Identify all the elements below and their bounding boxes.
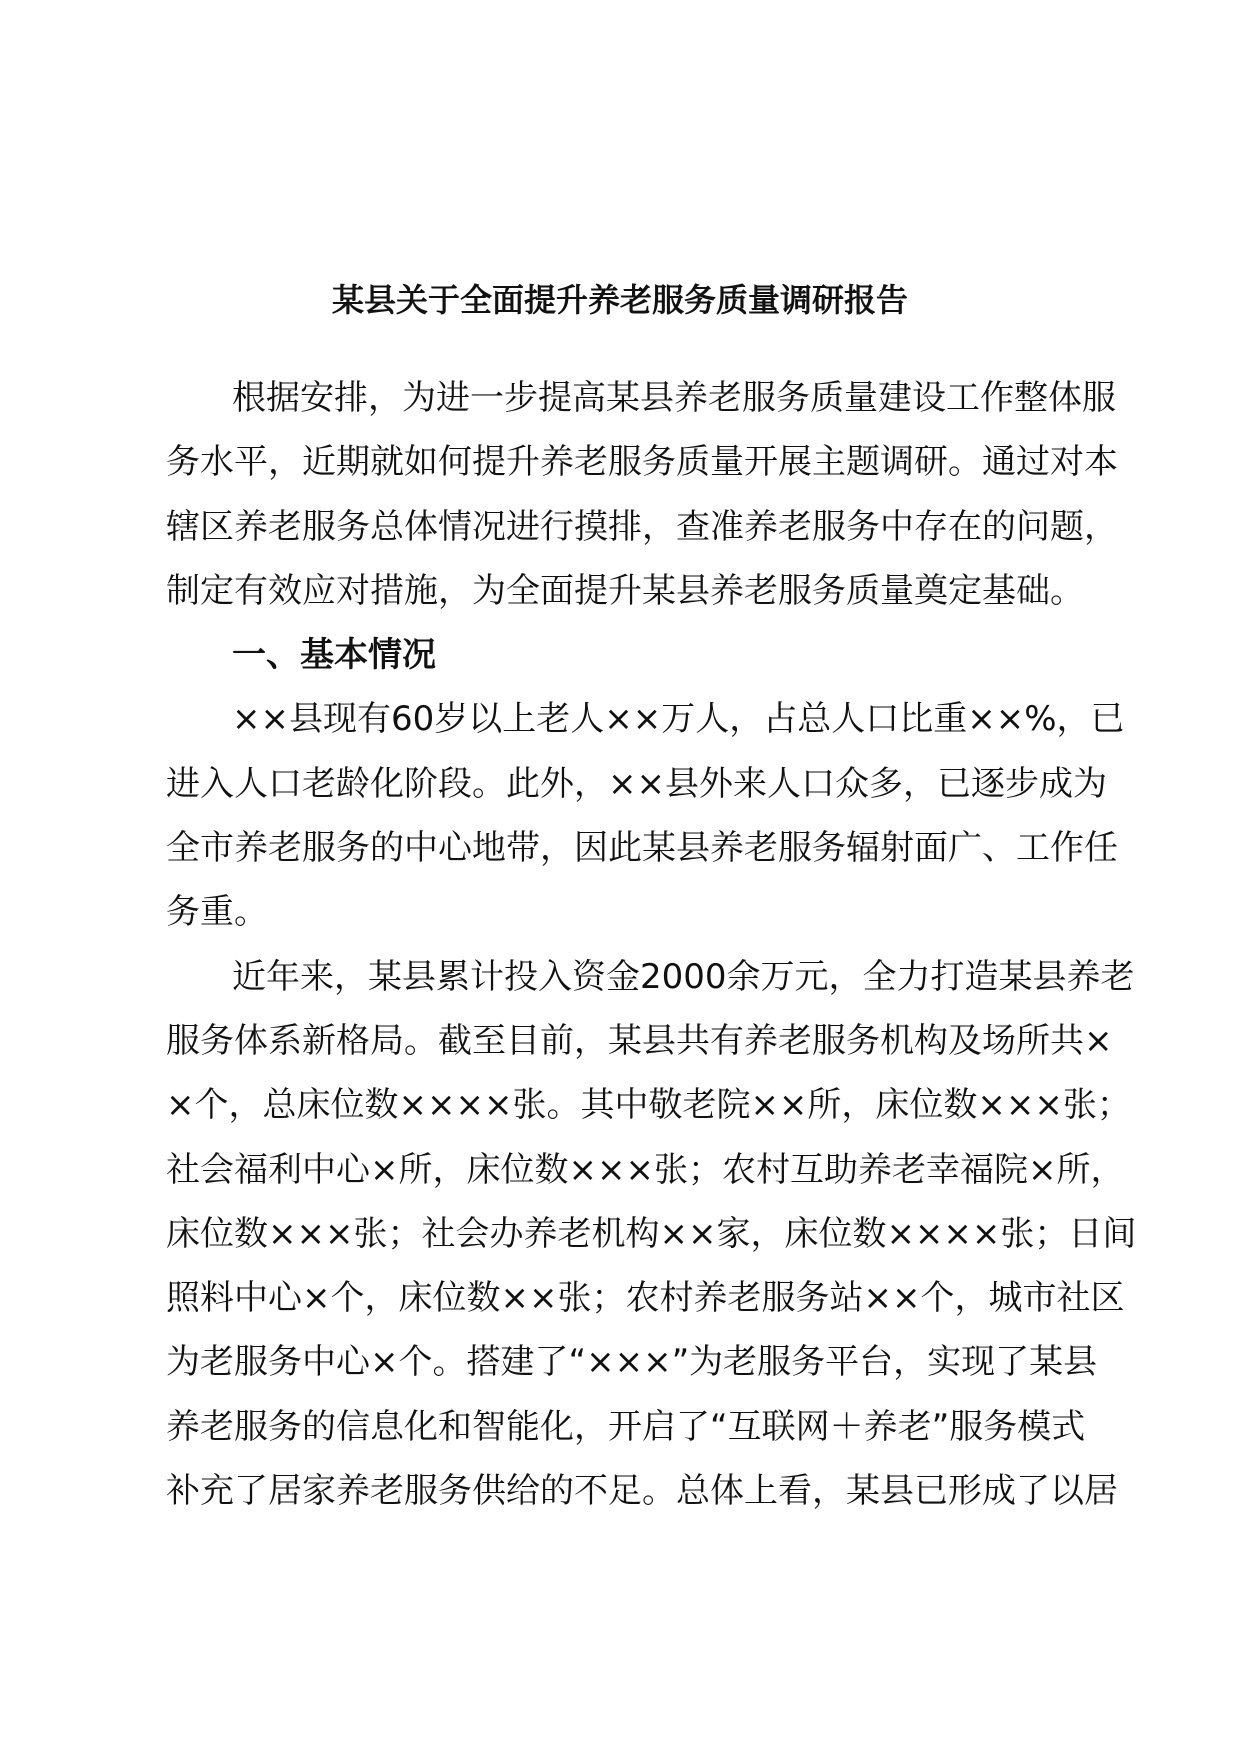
body-text-line: 为老服务中心×个。搭建了“×××”为老服务平台，实现了某县	[166, 1342, 1098, 1383]
body-text-line: ××县现有60岁以上老人××万人，占总人口比重××%，已	[232, 699, 1125, 740]
body-text-line: 全市养老服务的中心地带，因此某县养老服务辐射面广、工作任	[166, 828, 1118, 869]
body-text-line: 服务体系新格局。截至目前，某县共有养老服务机构及场所共×	[166, 1020, 1113, 1061]
body-text-line: 养老服务的信息化和智能化，开启了“互联网＋养老”服务模式	[166, 1406, 1086, 1447]
body-text-line: 根据安排，为进一步提高某县养老服务质量建设工作整体服	[232, 378, 1116, 418]
body-text-line: 进入人口老龄化阶段。此外，××县外来人口众多，已逐步成为	[166, 763, 1107, 804]
body-text-line: 近年来，某县累计投入资金2000余万元，全力打造某县养老	[232, 956, 1135, 997]
body-text-line: 补充了居家养老服务供给的不足。总体上看，某县已形成了以居	[166, 1471, 1118, 1512]
body-text-line: 辖区养老服务总体情况进行摸排，查准养老服务中存在的问题，	[166, 506, 1118, 547]
document-title: 某县关于全面提升养老服务质量调研报告	[331, 281, 908, 319]
body-text-line: 床位数×××张；社会办养老机构××家，床位数××××张；日间	[166, 1213, 1137, 1254]
section-heading: 一、基本情况	[232, 635, 436, 676]
document-body	[166, 366, 1137, 1523]
body-text-line: 制定有效应对措施，为全面提升某县养老服务质量奠定基础。	[166, 570, 1084, 611]
body-text-line: ×个，总床位数××××张。其中敬老院××所，床位数×××张；	[166, 1085, 1131, 1126]
body-text-line: 社会福利中心×所，床位数×××张；农村互助养老幸福院×所，	[166, 1149, 1125, 1190]
body-text-line: 务水平，近期就如何提升养老服务质量开展主题调研。通过对本	[166, 442, 1118, 483]
body-text-line: 照料中心×个，床位数××张；农村养老服务站××个，城市社区	[166, 1278, 1125, 1319]
body-text-line: 务重。	[166, 892, 268, 933]
